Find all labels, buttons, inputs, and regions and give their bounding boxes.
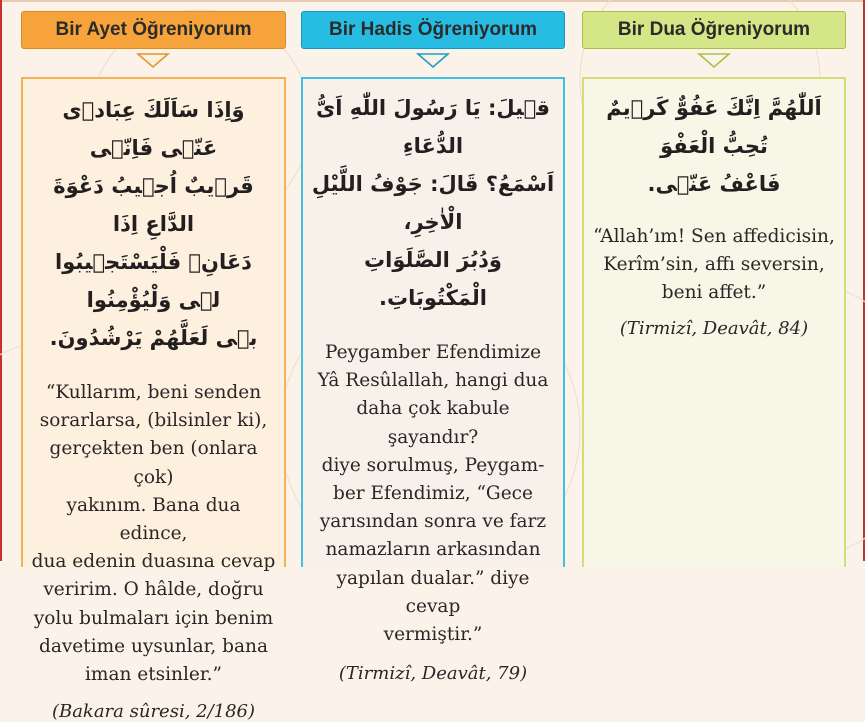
- translation-line: vermiştir.”: [383, 624, 483, 646]
- hadis-panel: [301, 77, 565, 685]
- translation-line: Peygamber Efendimize: [324, 342, 542, 363]
- arabic-line: قٖيلَ: يَا رَسُولَ اللّٰهِ اَىُّ الدُّعَاءِ: [315, 96, 551, 158]
- ayet-translation: [31, 379, 276, 689]
- translation-line: yarısından sonra ve farz: [319, 511, 547, 533]
- translation-line: “Allah’ım! Sen affedicisin,: [593, 226, 835, 247]
- translation-line: diye sorulmuş, Peygam-: [321, 454, 545, 476]
- arabic-line: قَرٖيبٌ اُجٖيبُ دَعْوَةَ الدَّاعِ اِذَا: [53, 174, 254, 236]
- ayet-panel: [21, 77, 286, 722]
- arabic-line: وَدُبُرَ الصَّلَوَاتِ الْمَكْتُوبَاتِ.: [364, 248, 502, 310]
- dua-translation: [592, 223, 836, 308]
- translation-line: “Kullarım, beni senden: [45, 382, 262, 403]
- translation-line: Yâ Resûlallah, hangi dua: [317, 370, 549, 392]
- ayet-title: Bir Ayet Öğreniyorum: [55, 19, 252, 40]
- hadis-title: Bir Hadis Öğreniyorum: [329, 19, 537, 40]
- hadis-source: (Tirmizî, Deavât, 79): [338, 663, 528, 685]
- translation-line: yapılan dualar.” diye cevap: [336, 567, 530, 617]
- translation-line: namazların arkasından: [325, 539, 541, 561]
- dua-source: (Tirmizî, Deavât, 84): [619, 317, 809, 339]
- translation-line: yolu bulmaları için benim: [33, 607, 274, 629]
- ayet-source: (Bakara sûresi, 2/186): [51, 701, 256, 722]
- arabic-line: بٖى لَعَلَّهُمْ يَرْشُدُونَ.: [49, 326, 258, 350]
- dua-arabic-text: [592, 89, 836, 203]
- translation-line: ber Efendimiz, “Gece: [333, 483, 533, 505]
- translation-line: Kerîm’sin, affı seversin,: [603, 254, 825, 276]
- translation-line: iman etsinler.”: [84, 664, 222, 686]
- hadis-translation: [311, 339, 555, 649]
- translation-line: gerçekten ben (onlara çok): [49, 438, 258, 488]
- translation-line: davetime uysunlar, bana: [38, 635, 269, 657]
- arabic-line: وَاِذَا سَاَلَكَ عِبَادٖى عَنّٖى فَاِنّٖى: [62, 98, 245, 160]
- arabic-line: دَعَانِۙ فَلْيَسْتَجٖيبُوا لٖى وَلْيُؤْمِنُوا: [55, 250, 252, 312]
- hadis-arabic-text: [311, 89, 555, 317]
- ayet-arrow-icon: [136, 53, 170, 69]
- frame-top-line: [0, 0, 865, 2]
- ayet-header: [21, 11, 286, 49]
- translation-line: dua edenin duasına cevap: [31, 551, 276, 573]
- ayet-arabic-text: [31, 91, 276, 357]
- dua-panel: [582, 77, 846, 567]
- dua-header: [582, 11, 846, 49]
- hadis-header: [301, 11, 565, 49]
- dua-arrow-icon: [697, 53, 731, 69]
- translation-line: yakınım. Bana dua edince,: [66, 494, 241, 545]
- arabic-line: اَللّٰهُمَّ اِنَّكَ عَفُوٌّ كَرٖيمٌ تُحِبُّ الْعَفْوَ: [606, 96, 822, 158]
- arabic-line: فَاعْفُ عَنّٖى.: [647, 172, 781, 196]
- translation-line: daha çok kabule şayandır?: [356, 398, 510, 448]
- translation-line: veririm. O hâlde, doğru: [43, 579, 264, 601]
- dua-title: Bir Dua Öğreniyorum: [617, 19, 811, 40]
- arabic-line: اَسْمَعُ؟ قَالَ: جَوْفُ اللَّيْلِ الْاٰخِرِ،: [311, 172, 555, 234]
- hadis-arrow-icon: [416, 53, 450, 69]
- translation-line: beni affet.”: [661, 282, 767, 304]
- frame-left-line: [0, 0, 2, 561]
- translation-line: sorarlarsa, (bilsinler ki),: [39, 410, 268, 432]
